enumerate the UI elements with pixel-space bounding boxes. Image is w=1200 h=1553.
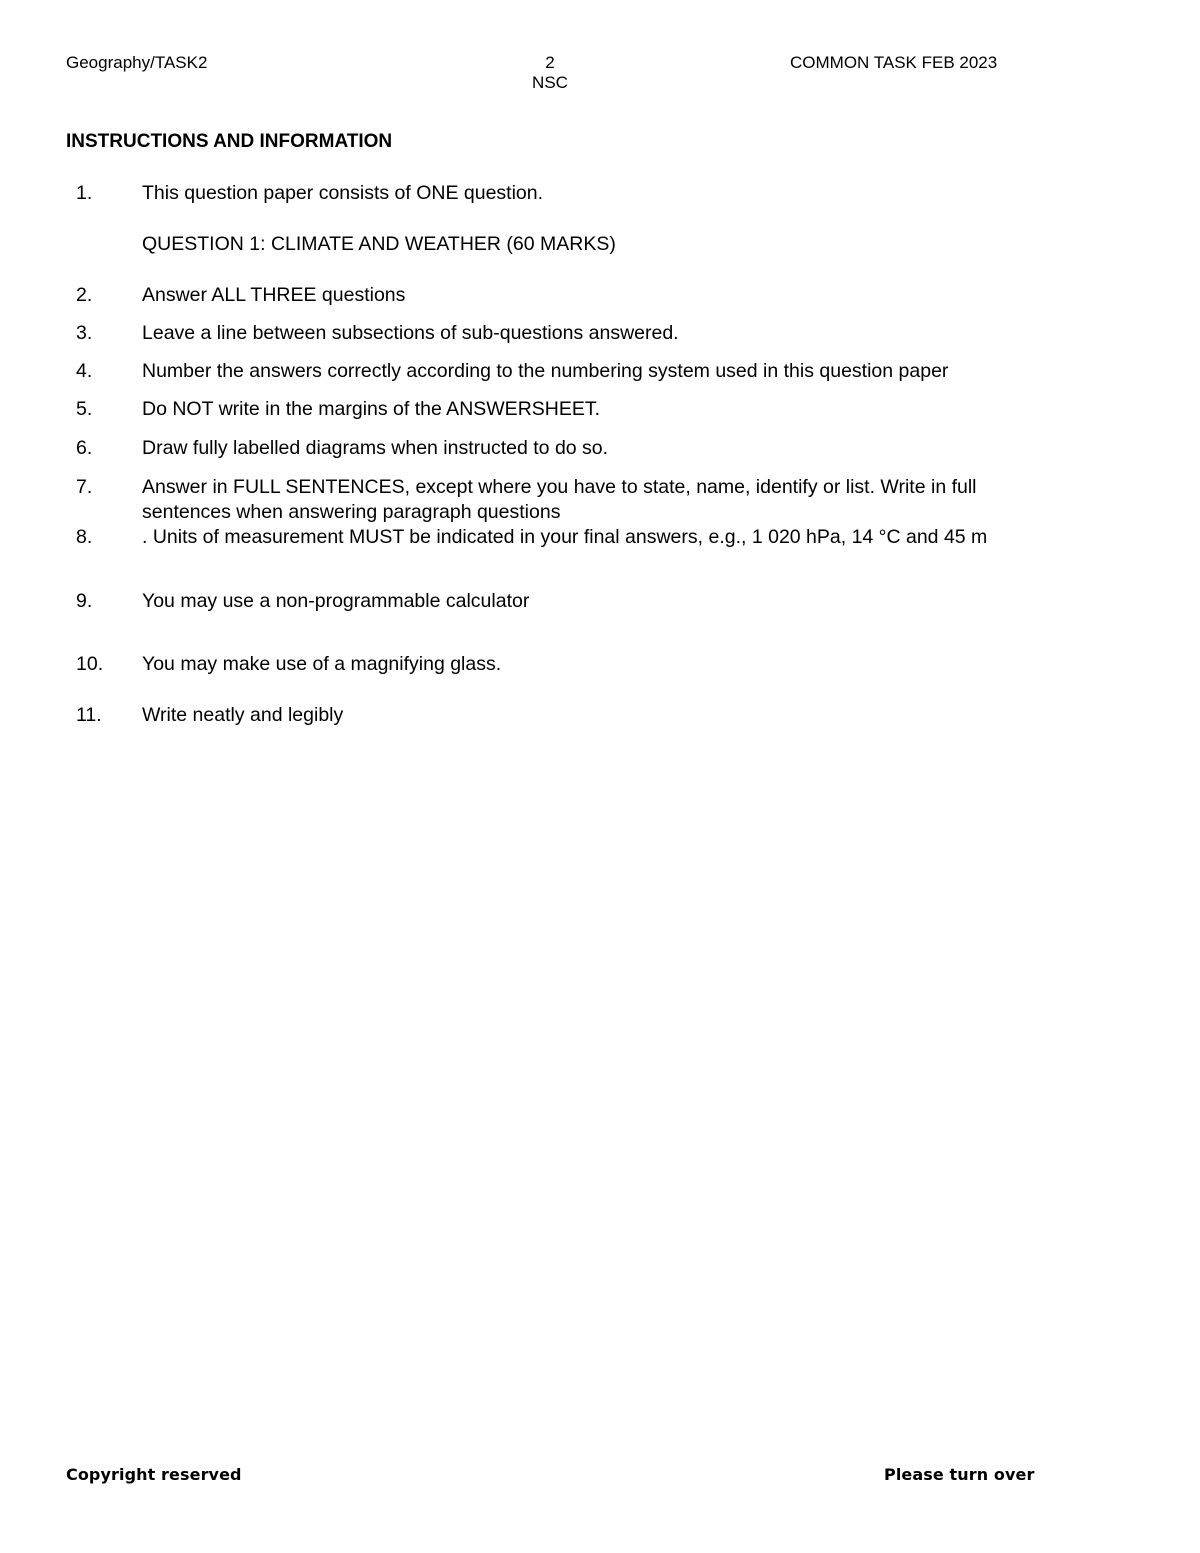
header-nsc: NSC: [532, 73, 568, 92]
section-title: INSTRUCTIONS AND INFORMATION: [66, 131, 393, 152]
item-number: 7.: [76, 476, 93, 498]
item-number: 11.: [76, 704, 102, 726]
item-text: Answer in FULL SENTENCES, except where you have to state, name, identify or list. Write in full sentences when answering paragraph questions: [142, 476, 977, 523]
item-text: Answer ALL THREE questions: [142, 284, 406, 306]
item-number: 6.: [76, 437, 93, 459]
item-text: You may use a non-programmable calculator: [142, 590, 530, 612]
item-text: . Units of measurement MUST be indicated in your final answers, e.g., 1 020 hPa, 14 °C and 45 m: [142, 526, 988, 548]
item-number: 2.: [76, 284, 93, 306]
item-text: Leave a line between subsections of sub-questions answered.: [142, 322, 679, 344]
item-number: 8.: [76, 526, 93, 548]
item-number: 9.: [76, 590, 93, 612]
footer-turn-over: Please turn over: [884, 1465, 1035, 1484]
item-number: 1.: [76, 182, 93, 204]
item-text: Do NOT write in the margins of the ANSWERSHEET.: [142, 398, 601, 420]
item-text: This question paper consists of ONE question.: [142, 182, 544, 204]
header-center: [500, 53, 600, 93]
item-text: Number the answers correctly according to the numbering system used in this question paper: [142, 360, 949, 382]
footer-copyright: Copyright reserved: [66, 1465, 242, 1484]
header-page-number: 2: [545, 53, 555, 72]
item-text: Draw fully labelled diagrams when instructed to do so.: [142, 437, 609, 459]
header-subject: Geography/TASK2: [66, 53, 208, 72]
item-text: QUESTION 1: CLIMATE AND WEATHER (60 MARKS): [142, 233, 616, 255]
header-task: COMMON TASK FEB 2023: [790, 53, 998, 72]
item-text: Write neatly and legibly: [142, 704, 344, 726]
item-number: 4.: [76, 360, 93, 382]
item-number: 10.: [76, 653, 104, 675]
item-number: 3.: [76, 322, 93, 344]
item-text: You may make use of a magnifying glass.: [142, 653, 502, 675]
item-number: 5.: [76, 398, 93, 420]
